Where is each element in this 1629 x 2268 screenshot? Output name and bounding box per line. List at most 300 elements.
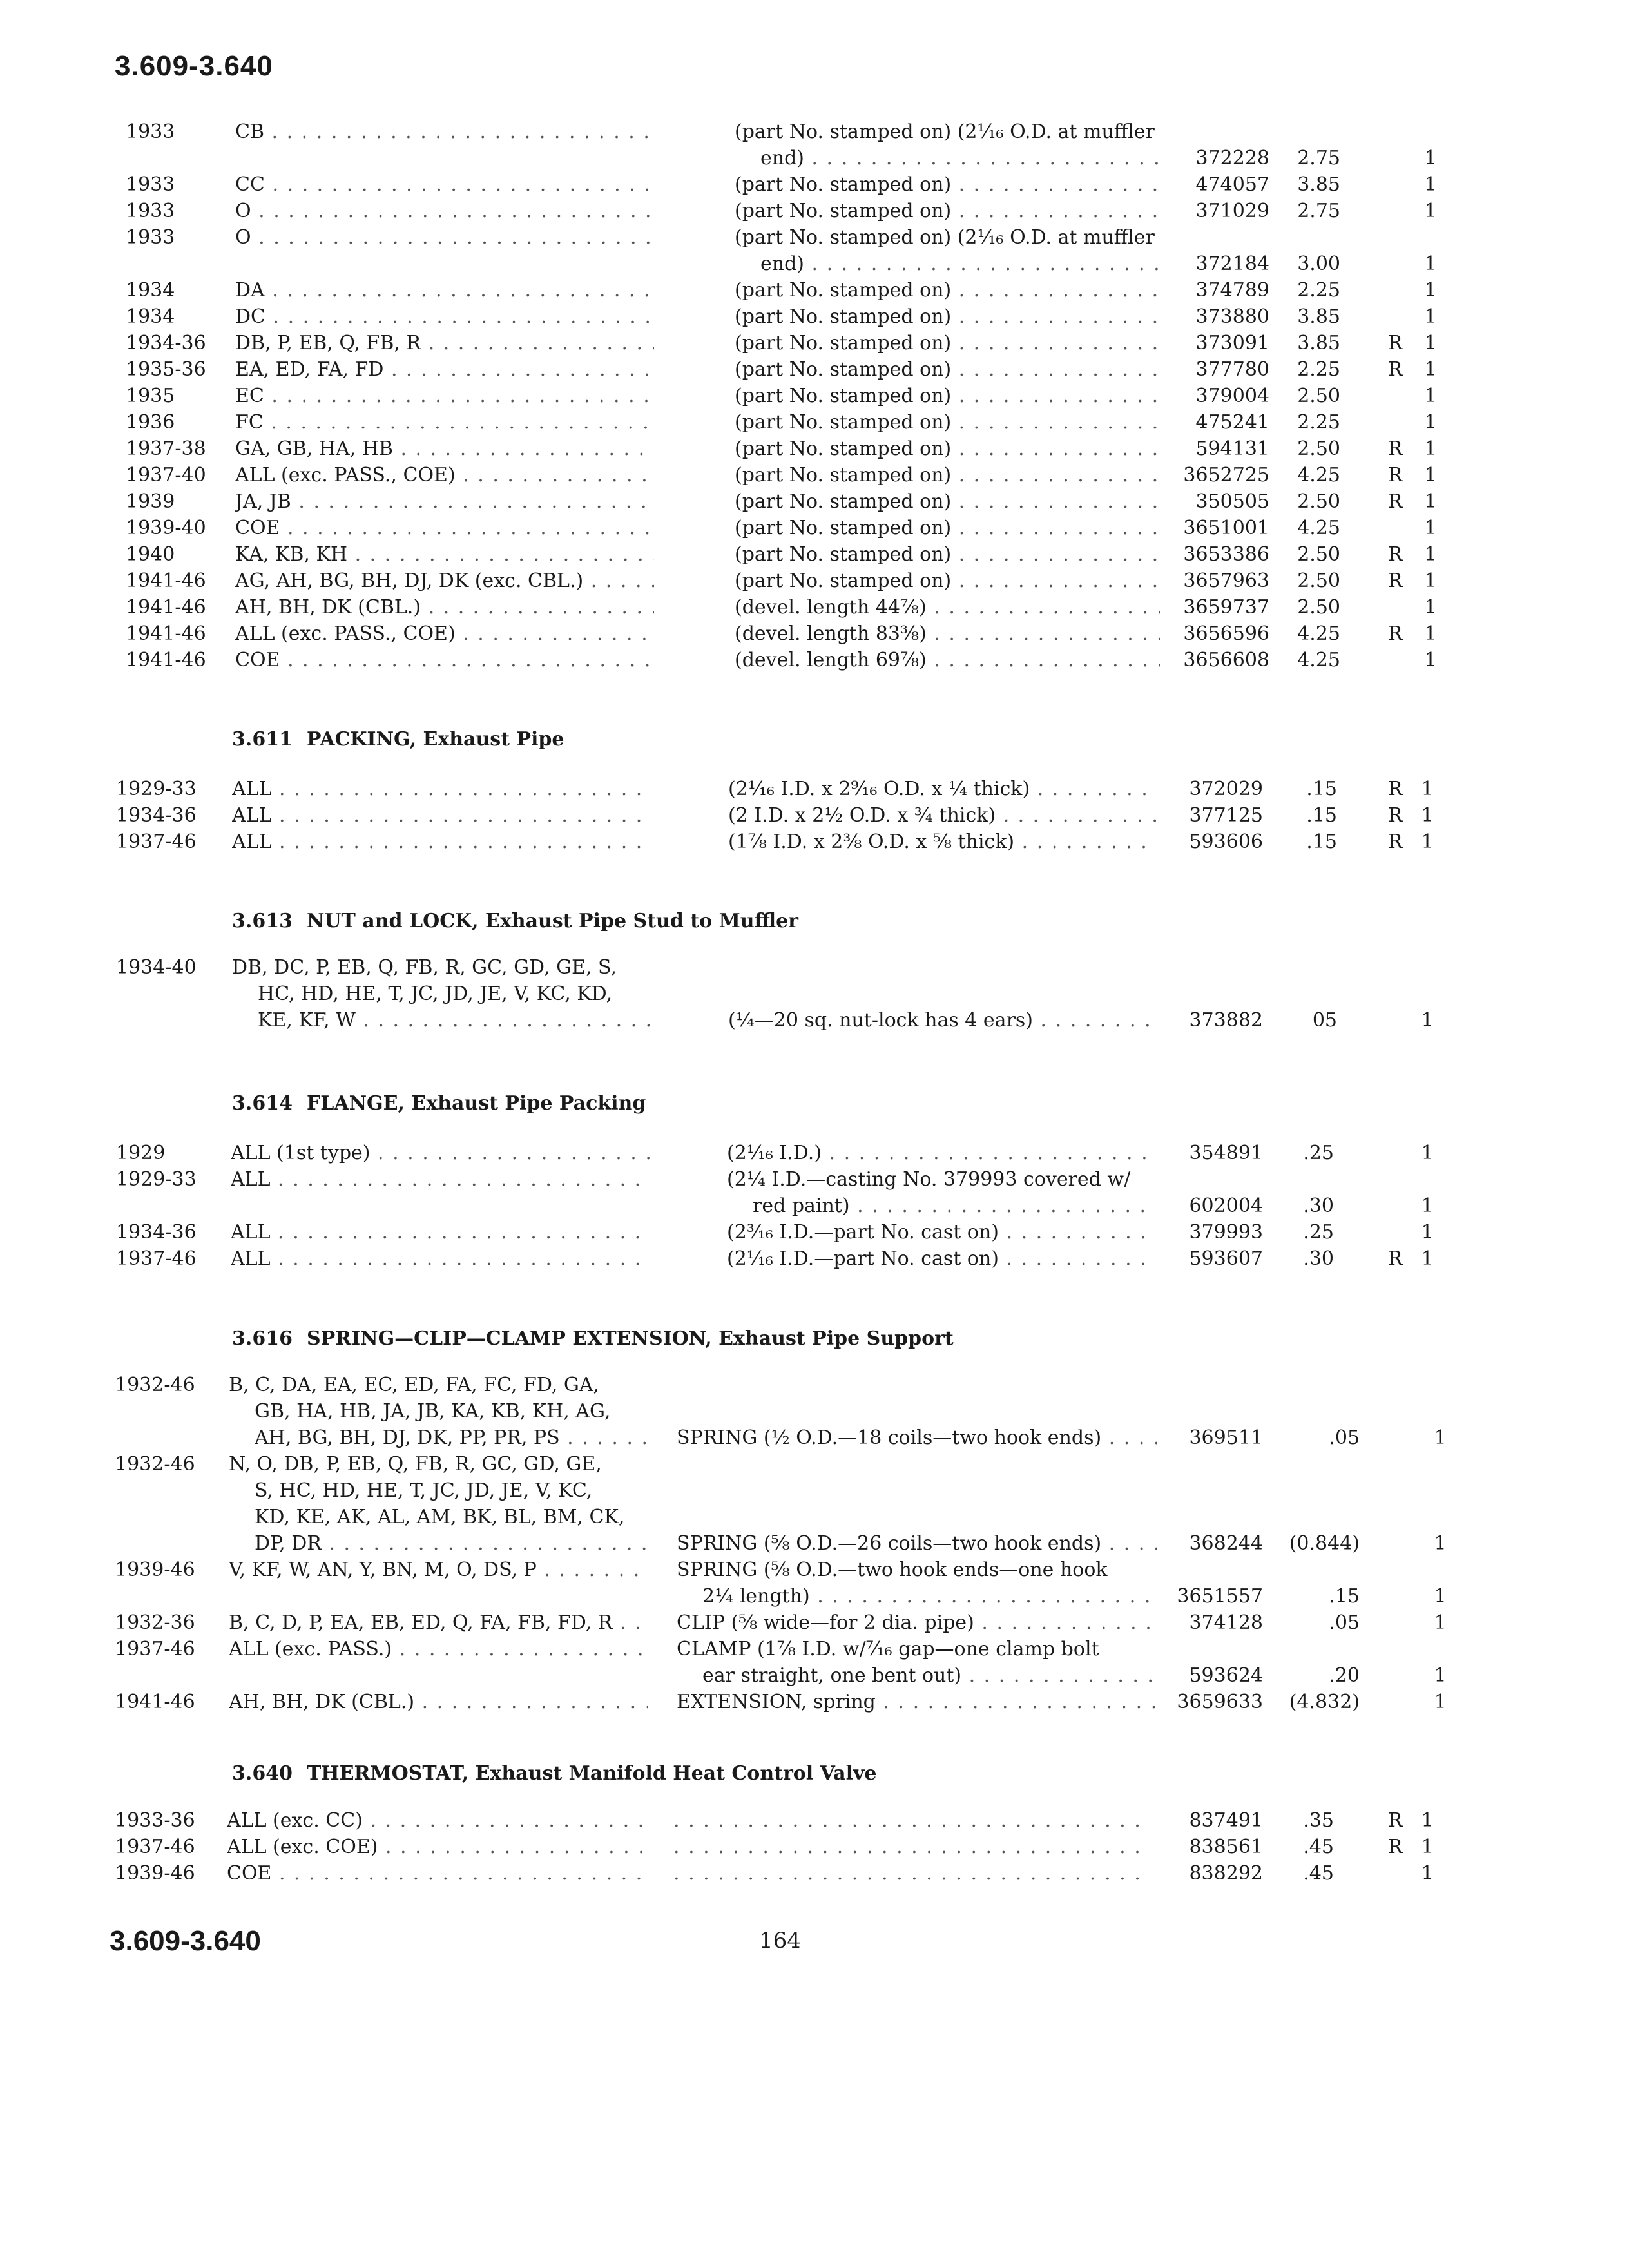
- leader-dots: [421, 332, 654, 354]
- model-codes: [235, 304, 654, 330]
- part-number: [1147, 803, 1263, 829]
- leader-dots: [927, 596, 1160, 619]
- page-number: 164: [759, 1928, 801, 1954]
- model-codes: [229, 1689, 648, 1715]
- part-number: [1153, 304, 1269, 330]
- year-range-text: 1937-38: [126, 437, 206, 460]
- year-range: [115, 1637, 227, 1662]
- section-number: 3.614: [232, 1092, 293, 1115]
- part-number: [1153, 515, 1269, 541]
- part-number: [1147, 1663, 1263, 1689]
- leader-dots: [265, 305, 654, 328]
- year-range: [115, 1808, 227, 1834]
- leader-dots: [804, 253, 1160, 275]
- part-number-text: 371029: [1195, 200, 1269, 222]
- leader-dots: [951, 543, 1160, 566]
- description-text: SPRING (⅝ O.D.—two hook ends—one hook: [677, 1559, 1108, 1581]
- model-codes: [235, 568, 654, 594]
- section-title: [232, 1327, 954, 1350]
- model-codes-text: EC: [235, 385, 264, 407]
- description-text: (part No. stamped on): [735, 385, 952, 407]
- quantity-text: 1: [1421, 1142, 1434, 1164]
- model-codes: [235, 119, 654, 145]
- description: [728, 776, 1157, 802]
- part-number: [1153, 489, 1269, 515]
- quantity: [1418, 1140, 1437, 1166]
- r-flag: [1385, 1246, 1405, 1272]
- model-codes-text: ALL (exc. PASS., COE): [235, 464, 456, 486]
- model-codes: [255, 1425, 648, 1451]
- leader-dots: [393, 437, 654, 460]
- list-price: [1260, 1008, 1337, 1033]
- model-codes: [258, 981, 651, 1007]
- year-range-text: 1937-46: [116, 1247, 197, 1270]
- quantity-text: 1: [1421, 1221, 1434, 1244]
- part-number-text: 374789: [1195, 279, 1269, 302]
- leader-dots: [673, 1862, 1150, 1885]
- r-flag: [1385, 1834, 1405, 1860]
- part-number-text: 373882: [1189, 1009, 1263, 1032]
- leader-dots: [927, 649, 1160, 671]
- quantity-text: 1: [1424, 147, 1437, 169]
- leader-dots: [974, 1611, 1157, 1634]
- description-text: CLAMP (1⅞ I.D. w/⁷⁄₁₆ gap—one clamp bolt: [677, 1638, 1099, 1660]
- model-codes: [231, 1220, 650, 1245]
- list-price: [1263, 410, 1340, 436]
- part-number: [1147, 1689, 1263, 1715]
- list-price: [1257, 1220, 1334, 1245]
- part-number: [1147, 1531, 1263, 1557]
- section-number: 3.640: [232, 1762, 293, 1785]
- year-range: [126, 463, 238, 488]
- description: [735, 542, 1160, 568]
- model-codes: [255, 1478, 648, 1504]
- year-range-text: 1932-46: [115, 1374, 195, 1396]
- quantity: [1421, 331, 1440, 356]
- quantity-text: 1: [1424, 490, 1437, 513]
- leader-dots: [271, 1168, 650, 1191]
- leader-dots: [951, 332, 1160, 354]
- leader-dots: [996, 804, 1157, 827]
- quantity: [1421, 463, 1440, 488]
- list-price-text: .25: [1303, 1142, 1334, 1164]
- year-range: [126, 648, 238, 673]
- leader-dots: [951, 279, 1160, 302]
- list-price: [1260, 776, 1337, 802]
- leader-dots: [951, 490, 1160, 513]
- year-range-text: 1929-33: [116, 1168, 197, 1191]
- r-flag-text: R: [1387, 437, 1403, 460]
- list-price: [1282, 1610, 1360, 1636]
- description-text: (part No. stamped on): [735, 173, 952, 196]
- year-range-text: 1933-36: [115, 1809, 195, 1832]
- model-codes-text: GA, GB, HA, HB: [235, 437, 393, 460]
- list-price: [1263, 463, 1340, 488]
- quantity-text: 1: [1424, 332, 1437, 354]
- list-price: [1282, 1531, 1360, 1557]
- part-number-text: 372228: [1195, 147, 1269, 169]
- year-range-text: 1934-36: [116, 1221, 197, 1244]
- model-codes-text: V, KF, W, AN, Y, BN, M, O, DS, P: [229, 1559, 537, 1581]
- leader-dots: [271, 1221, 650, 1244]
- quantity-text: 1: [1424, 596, 1437, 619]
- leader-dots: [383, 358, 654, 381]
- section-heading: FLANGE, Exhaust Pipe Packing: [306, 1092, 646, 1115]
- list-price: [1263, 278, 1340, 303]
- r-flag-text: R: [1387, 490, 1403, 513]
- model-codes-text: COE: [235, 649, 280, 671]
- description-text: SPRING (⅝ O.D.—26 coils—two hook ends): [677, 1532, 1102, 1555]
- description: [735, 278, 1160, 303]
- list-price-text: 4.25: [1297, 464, 1340, 486]
- list-price-text: 4.25: [1297, 649, 1340, 671]
- year-range: [126, 621, 238, 647]
- quantity: [1431, 1425, 1450, 1451]
- part-number-text: 594131: [1195, 437, 1269, 460]
- year-range-text: 1939-40: [126, 517, 206, 539]
- list-price: [1263, 331, 1340, 356]
- quantity: [1418, 1834, 1437, 1860]
- description-text: (part No. stamped on) (2¹⁄₁₆ O.D. at muffler: [735, 120, 1155, 143]
- quantity-text: 1: [1421, 1809, 1434, 1832]
- list-price-text: 2.50: [1297, 385, 1340, 407]
- quantity: [1421, 436, 1440, 462]
- model-codes-text: ALL: [231, 1168, 271, 1191]
- quantity-text: 1: [1424, 464, 1437, 486]
- part-number-text: 837491: [1189, 1809, 1263, 1832]
- part-number: [1147, 1610, 1263, 1636]
- description-text: (part No. stamped on) (2¹⁄₁₆ O.D. at muffler: [735, 226, 1155, 249]
- model-codes-text: DP, DR: [255, 1532, 322, 1555]
- quantity-text: 1: [1421, 1195, 1434, 1217]
- year-range: [116, 803, 229, 829]
- leader-dots: [264, 385, 654, 407]
- list-price: [1282, 1584, 1360, 1610]
- r-flag-text: R: [1387, 804, 1403, 827]
- description: [735, 357, 1160, 383]
- model-codes-text: GB, HA, HB, JA, JB, KA, KB, KH, AG,: [255, 1400, 611, 1423]
- model-codes: [235, 515, 654, 541]
- description: [727, 1220, 1155, 1245]
- leader-dots: [322, 1532, 648, 1555]
- year-range: [116, 776, 229, 802]
- quantity: [1421, 568, 1440, 594]
- model-codes-text: ALL: [231, 1247, 271, 1270]
- description-text: (part No. stamped on): [735, 437, 952, 460]
- quantity: [1421, 542, 1440, 568]
- quantity-text: 1: [1424, 385, 1437, 407]
- list-price: [1282, 1425, 1360, 1451]
- model-codes-text: S, HC, HD, HE, T, JC, JD, JE, V, KC,: [255, 1479, 593, 1502]
- description: [677, 1531, 1157, 1557]
- part-number-text: 3656608: [1183, 649, 1269, 671]
- leader-dots: [456, 622, 654, 645]
- description: [677, 1637, 1157, 1662]
- leader-dots: [822, 1142, 1155, 1164]
- list-price-text: .30: [1303, 1195, 1334, 1217]
- part-number: [1153, 410, 1269, 436]
- part-number: [1153, 568, 1269, 594]
- quantity: [1421, 621, 1440, 647]
- description: [753, 1193, 1155, 1219]
- description: [735, 119, 1160, 145]
- list-price-text: 3.00: [1297, 253, 1340, 275]
- list-price: [1263, 304, 1340, 330]
- model-codes-text: FC: [235, 411, 264, 434]
- description: [760, 251, 1160, 277]
- model-codes-text: COE: [235, 517, 280, 539]
- description-text: (devel. length 69⁷⁄₈): [735, 649, 927, 671]
- part-number: [1153, 172, 1269, 198]
- year-range: [116, 955, 229, 981]
- leader-dots: [951, 200, 1160, 222]
- leader-dots: [804, 147, 1160, 169]
- quantity: [1421, 198, 1440, 224]
- part-number: [1153, 621, 1269, 647]
- model-codes: [232, 829, 651, 855]
- quantity-text: 1: [1434, 1532, 1447, 1555]
- description: [727, 1167, 1155, 1193]
- year-range: [126, 489, 238, 515]
- part-number-text: 3653386: [1183, 543, 1269, 566]
- section-title: [232, 910, 798, 932]
- model-codes: [235, 172, 654, 198]
- list-price-text: 2.25: [1297, 411, 1340, 434]
- quantity: [1418, 1861, 1437, 1887]
- year-range: [126, 172, 238, 198]
- model-codes: [235, 198, 654, 224]
- description: [735, 172, 1160, 198]
- model-codes: [232, 955, 651, 981]
- year-range-text: 1941-46: [126, 570, 206, 592]
- section-title: [232, 1762, 877, 1785]
- model-codes-text: DB, P, EB, Q, FB, R: [235, 332, 421, 354]
- leader-dots: [673, 1836, 1150, 1858]
- year-range: [126, 225, 238, 251]
- part-number: [1147, 1861, 1263, 1887]
- model-codes: [235, 410, 654, 436]
- r-flag: [1385, 803, 1405, 829]
- part-number-text: 372184: [1195, 253, 1269, 275]
- r-flag: [1385, 1808, 1405, 1834]
- description-text: (part No. stamped on): [735, 543, 952, 566]
- model-codes-text: DB, DC, P, EB, Q, FB, R, GC, GD, GE, S,: [232, 956, 617, 979]
- description-text: (part No. stamped on): [735, 200, 952, 222]
- leader-dots: [876, 1691, 1157, 1713]
- year-range-text: 1933: [126, 173, 175, 196]
- list-price-text: .45: [1303, 1836, 1334, 1858]
- year-range: [126, 515, 238, 541]
- list-price: [1263, 489, 1340, 515]
- description: [735, 648, 1160, 673]
- description-text: red paint): [753, 1195, 850, 1217]
- list-price: [1263, 648, 1340, 673]
- leader-dots: [356, 1009, 651, 1032]
- model-codes: [231, 1167, 650, 1193]
- description: [735, 436, 1160, 462]
- quantity-text: 1: [1421, 778, 1434, 800]
- page-footer-code: 3.609-3.640: [110, 1925, 261, 1957]
- list-price-text: .25: [1303, 1221, 1334, 1244]
- quantity-text: 1: [1424, 200, 1437, 222]
- r-flag-text: R: [1387, 543, 1403, 566]
- part-number-text: 602004: [1189, 1195, 1263, 1217]
- quantity-text: 1: [1434, 1691, 1447, 1713]
- description-text: (part No. stamped on): [735, 570, 952, 592]
- list-price-text: 2.50: [1297, 437, 1340, 460]
- part-number-text: 593607: [1189, 1247, 1263, 1270]
- year-range-text: 1933: [126, 226, 175, 249]
- model-codes-text: COE: [227, 1862, 272, 1885]
- r-flag-text: R: [1387, 358, 1403, 381]
- description: [702, 1663, 1157, 1689]
- description: [677, 1610, 1157, 1636]
- leader-dots: [927, 622, 1160, 645]
- model-codes-text: KA, KB, KH: [235, 543, 348, 566]
- year-range: [115, 1452, 227, 1477]
- year-range-text: 1937-40: [126, 464, 206, 486]
- year-range: [126, 278, 238, 303]
- year-range-text: 1941-46: [126, 596, 206, 619]
- quantity: [1418, 1220, 1437, 1245]
- quantity-text: 1: [1424, 570, 1437, 592]
- quantity: [1418, 1246, 1437, 1272]
- leader-dots: [951, 173, 1160, 196]
- list-price: [1263, 621, 1340, 647]
- model-codes-text: CC: [235, 173, 265, 196]
- list-price-text: (4.832): [1289, 1691, 1360, 1713]
- part-number: [1147, 1246, 1263, 1272]
- model-codes-text: AH, BG, BH, DJ, DK, PP, PR, PS: [255, 1427, 560, 1449]
- model-codes: [255, 1531, 648, 1557]
- list-price-text: .30: [1303, 1247, 1334, 1270]
- r-flag: [1385, 542, 1405, 568]
- model-codes: [235, 621, 654, 647]
- list-price-text: .15: [1306, 804, 1337, 827]
- part-number-text: 350505: [1195, 490, 1269, 513]
- year-range-text: 1935: [126, 385, 175, 407]
- leader-dots: [810, 1585, 1157, 1608]
- model-codes: [258, 1008, 651, 1033]
- part-number: [1153, 542, 1269, 568]
- list-price: [1257, 1140, 1334, 1166]
- year-range-text: 1941-46: [115, 1691, 195, 1713]
- quantity: [1421, 383, 1440, 409]
- r-flag: [1385, 568, 1405, 594]
- model-codes: [229, 1372, 648, 1398]
- quantity-text: 1: [1434, 1585, 1447, 1608]
- description: [735, 568, 1160, 594]
- description: [677, 1689, 1157, 1715]
- year-range: [126, 198, 238, 224]
- part-number-text: 354891: [1189, 1142, 1263, 1164]
- leader-dots: [583, 570, 654, 592]
- quantity-text: 1: [1421, 1247, 1434, 1270]
- leader-dots: [961, 1664, 1157, 1687]
- quantity: [1421, 146, 1440, 171]
- leader-dots: [264, 411, 654, 434]
- model-codes: [235, 436, 654, 462]
- leader-dots: [951, 570, 1160, 592]
- year-range: [126, 436, 238, 462]
- model-codes-text: AG, AH, BG, BH, DJ, DK (exc. CBL.): [235, 570, 584, 592]
- year-range: [116, 1167, 229, 1193]
- description: [702, 1584, 1157, 1610]
- leader-dots: [264, 120, 654, 143]
- quantity-text: 1: [1421, 1836, 1434, 1858]
- model-codes: [227, 1861, 646, 1887]
- year-range-text: 1934-36: [126, 332, 206, 354]
- quantity: [1418, 776, 1437, 802]
- part-number: [1153, 595, 1269, 620]
- leader-dots: [272, 804, 651, 827]
- r-flag-text: R: [1387, 622, 1403, 645]
- leader-dots: [951, 358, 1160, 381]
- description-text: (part No. stamped on): [735, 358, 952, 381]
- quantity: [1418, 803, 1437, 829]
- r-flag-text: R: [1387, 1809, 1403, 1832]
- model-codes: [229, 1610, 648, 1636]
- quantity-text: 1: [1424, 305, 1437, 328]
- model-codes: [235, 331, 654, 356]
- description-text: (2³⁄₁₆ I.D.—part No. cast on): [727, 1221, 999, 1244]
- year-range: [126, 357, 238, 383]
- part-number: [1153, 463, 1269, 488]
- list-price: [1263, 357, 1340, 383]
- leader-dots: [951, 517, 1160, 539]
- list-price-text: .05: [1329, 1427, 1360, 1449]
- section-heading: THERMOSTAT, Exhaust Manifold Heat Control Valve: [306, 1762, 877, 1785]
- quantity: [1418, 1193, 1437, 1219]
- list-price-text: 2.50: [1297, 543, 1340, 566]
- leader-dots: [999, 1221, 1155, 1244]
- quantity: [1418, 829, 1437, 855]
- part-number-text: 368244: [1189, 1532, 1263, 1555]
- quantity: [1421, 410, 1440, 436]
- part-number-text: 369511: [1189, 1427, 1263, 1449]
- model-codes-text: ALL (exc. PASS.): [229, 1638, 392, 1660]
- description-text: EXTENSION, spring: [677, 1691, 876, 1713]
- description-text: (part No. stamped on): [735, 279, 952, 302]
- r-flag: [1385, 621, 1405, 647]
- quantity-text: 1: [1421, 831, 1434, 853]
- quantity-text: 1: [1424, 253, 1437, 275]
- leader-dots: [951, 411, 1160, 434]
- leader-dots: [560, 1427, 648, 1449]
- leader-dots: [537, 1559, 648, 1581]
- list-price-text: .15: [1306, 778, 1337, 800]
- description-text: (part No. stamped on): [735, 305, 952, 328]
- quantity-text: 1: [1424, 622, 1437, 645]
- part-number: [1153, 251, 1269, 277]
- part-number: [1153, 357, 1269, 383]
- list-price-text: .35: [1303, 1809, 1334, 1832]
- description: [735, 515, 1160, 541]
- r-flag: [1385, 776, 1405, 802]
- model-codes-text: CB: [235, 120, 264, 143]
- quantity-text: 1: [1421, 1862, 1434, 1885]
- description-text: (part No. stamped on): [735, 517, 952, 539]
- model-codes-text: N, O, DB, P, EB, Q, FB, R, GC, GD, GE,: [229, 1453, 602, 1475]
- quantity: [1431, 1610, 1450, 1636]
- leader-dots: [371, 1142, 650, 1164]
- leader-dots: [280, 517, 654, 539]
- year-range: [115, 1689, 227, 1715]
- r-flag: [1385, 331, 1405, 356]
- quantity-text: 1: [1424, 358, 1437, 381]
- part-number-text: 372029: [1189, 778, 1263, 800]
- description: [735, 621, 1160, 647]
